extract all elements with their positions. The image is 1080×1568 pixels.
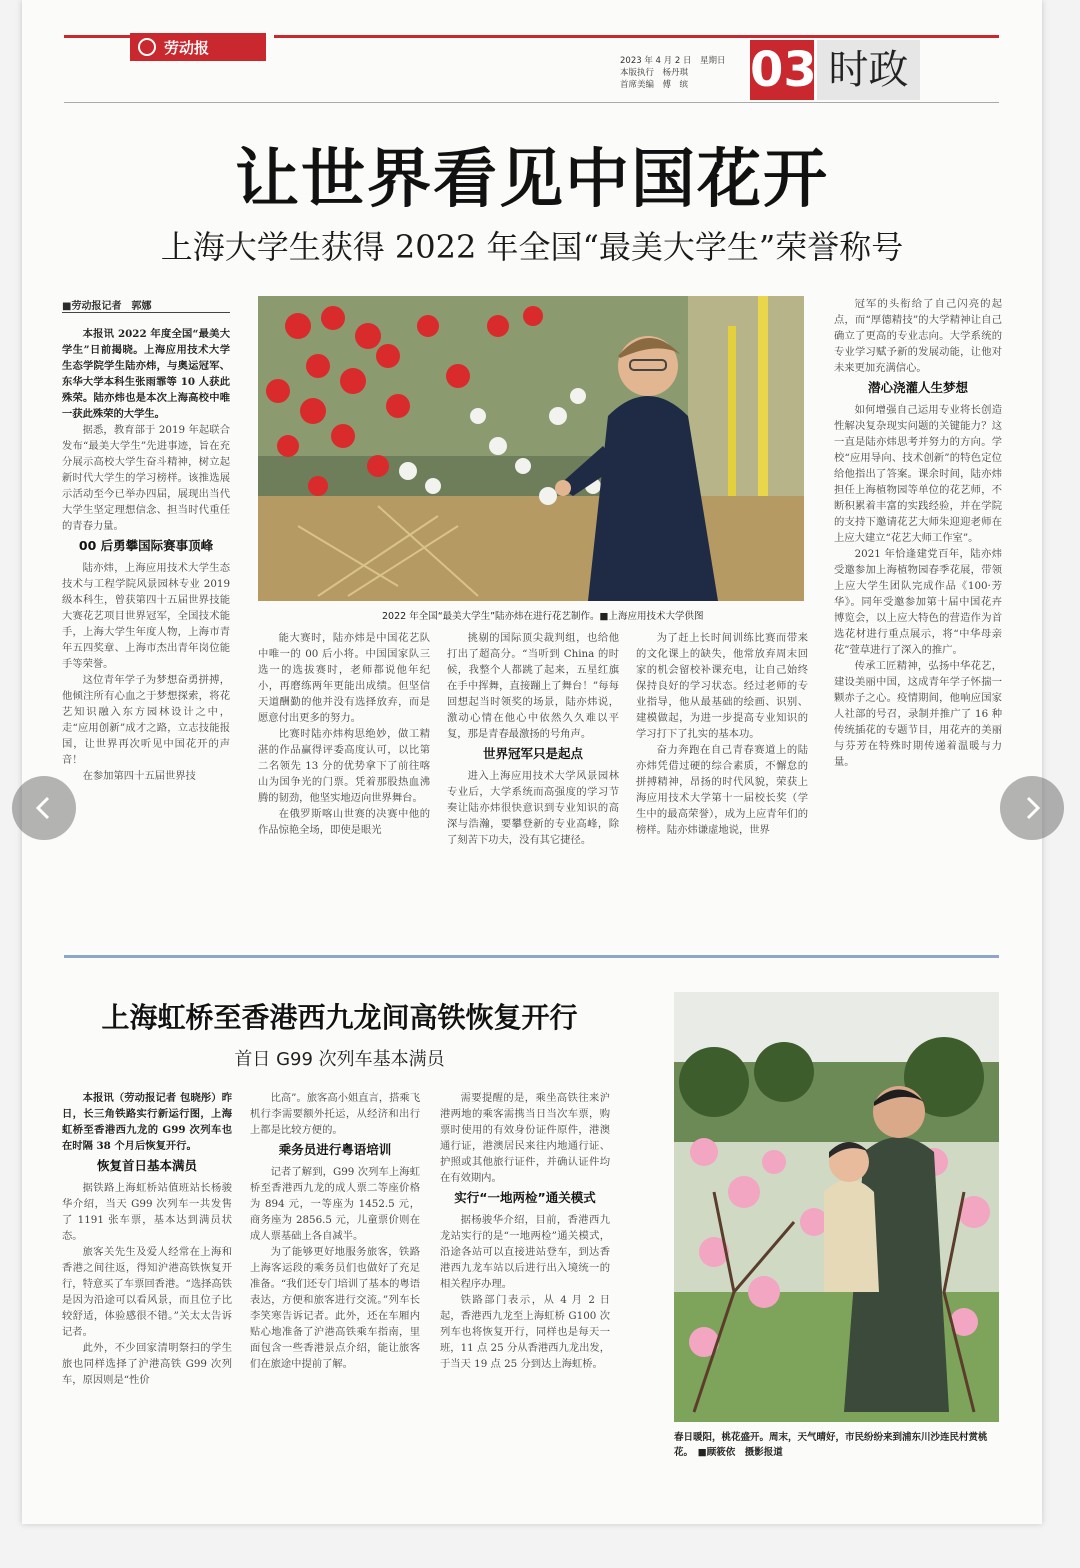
article2-column-3	[440, 1090, 610, 1470]
paragraph: 记者了解到，G99 次列车上海虹桥至香港西九龙的成人票二等座价格为 894 元，一等座为 1452.5 元，商务座为 2856.5 元，儿童票价则在成人票基础上各自减半。	[250, 1166, 420, 1242]
header-rule	[64, 102, 999, 103]
newspaper-logo	[130, 33, 266, 61]
paragraph: 比高”。旅客高小姐直言，搭乘飞机行李需要额外托运，从经济和出行上都是比较方便的。	[250, 1092, 421, 1136]
section-subheading: 乘务员进行粤语培训	[278, 1142, 392, 1157]
article1-byline: ■劳动报记者 郭娜	[62, 301, 152, 312]
paragraph: 2021 年恰逢建党百年，陆亦炜受邀参加上海植物园春季花展，带领上应大学生团队完成作品《100·芳华》。同年受邀参加第十届中国花卉博览会，以上应大特色的营造作为首选花材进行重点展示，将“中华母亲花”萱草进行了深入的推广。	[834, 548, 1002, 656]
article1-column-3	[447, 630, 619, 920]
article2-column-1	[62, 1090, 232, 1470]
chevron-left-icon	[31, 795, 57, 821]
paragraph: 陆亦炜，上海应用技术大学生态技术与工程学院风景园林专业 2019 级本科生，曾获第四十五届世界技能大赛花艺项目世界冠军，全国技术能手，上海大学生年度人物，上海市青年五四奖章、上海市杰出青年岗位能手等荣誉。	[62, 562, 230, 670]
paragraph: 比赛时陆亦炜构思绝妙，做工精湛的作品赢得评委高度认可，以比第二名领先 13 分的优势拿下了前往喀山为国争光的门票。凭着那股热血沸腾的韧劲，他坚实地迈向世界舞台。	[258, 728, 430, 804]
paragraph: 传承工匠精神，弘扬中华花艺，建设美丽中国，这成青年学子怀揣一颗赤子之心。疫情期间，他响应国家人社部的号召，录制并推广了 16 种传统插花的专题节目，用花卉的美丽与芬芳在特殊时期传递着温暖与力量。	[834, 660, 1002, 768]
paragraph: 在俄罗斯喀山世赛的决赛中他的作品惊艳全场，即使是眼光	[258, 808, 430, 836]
section-subheading: 潜心浇灌人生梦想	[867, 380, 968, 395]
paragraph: 旅客关先生及爱人经常在上海和香港之间往返，得知沪港高铁恢复开行，特意买了车票回香港。“选择高铁是因为沿途可以看风景，而且位子比较舒适，体验感很不错。”关太太告诉记者。	[62, 1246, 233, 1338]
logo-mark-icon	[138, 38, 156, 56]
paragraph: 能大赛时，陆亦炜是中国花艺队中唯一的 00 后小将。中国国家队三选一的选拔赛时，老师都说他年纪小，再磨练两年更能出成绩。但坚信天道酬勤的他并没有选择放弃，而是愿意付出更多的努力。	[258, 632, 430, 724]
paragraph: 此外，不少回家清明祭扫的学生旅也同样选择了沪港高铁 G99 次列车，原因则是“性价	[62, 1342, 232, 1386]
section-number: 03	[750, 42, 817, 98]
section-name: 时政	[817, 40, 920, 100]
paragraph: 为了赶上长时间训练比赛而带来的文化课上的缺失，他常放弃周末回家的机会留校补课充电，让自己始终保持良好的学习状态。经过老师的专业指导，他从最基础的绘画、识别、建模做起，为进一步提高专业知识的学习打下了扎实的基本功。	[636, 632, 808, 740]
article2-column-2	[250, 1090, 420, 1470]
logo-text: 劳动报	[164, 38, 210, 57]
paragraph: 本报讯（劳动报记者 包晓彤）昨日，长三角铁路实行新运行图，上海虹桥至香港西九龙的 G99 次列车也在时隔 38 个月后恢复开行。	[62, 1092, 232, 1152]
paragraph: 需要提醒的是，乘坐高铁往来沪港两地的乘客需携当日当次车票，购票时使用的有效身份证件原件，港澳通行证，港澳居民来往内地通行证、护照或其他旅行证件，并确认证件均在有效期内。	[440, 1092, 610, 1184]
chevron-right-icon	[1019, 795, 1045, 821]
masthead-rule-right	[274, 35, 999, 38]
paragraph: 据铁路上海虹桥站值班站长杨骏华介绍，当天 G99 次列车一共发售了 1191 张车票，基本达到满员状态。	[62, 1182, 232, 1242]
section-subheading: 恢复首日基本满员	[96, 1158, 197, 1173]
paragraph: 冠军的头衔给了自己闪亮的起点，而“厚德精技”的大学精神让自己确立了更高的专业志向。大学系统的专业学习赋予新的发展动能，让他对未来更加充满信心。	[834, 298, 1002, 374]
edition-editor: 本版执行 杨丹琪	[620, 68, 689, 78]
paragraph: 进入上海应用技术大学风景园林专业后，大学系统而高强度的学习节奏让陆亦炜很快意识到专业知识的高深与浩瀚，要攀登新的专业高峰，除了刻苦下功夫，没有其它捷径。	[447, 770, 619, 846]
article1-column-4	[636, 630, 808, 920]
flower-arranging-photo	[258, 296, 804, 601]
article1-column-1	[62, 326, 230, 916]
masthead-rule-left	[64, 35, 139, 38]
article-divider	[64, 955, 999, 958]
paragraph: 挑剔的国际顶尖裁判组，也给他打出了超高分。“当听到 China 的时候，我整个人都跳了起来，五星红旗在手中挥舞，直接蹦上了舞台！”每每回想起当时领奖的场景，陆亦炜说，激动心情在他心中依然久久难以平复，那是青春最激扬的号角声。	[447, 632, 619, 740]
previous-page-button[interactable]	[12, 776, 76, 840]
next-page-button[interactable]	[1000, 776, 1064, 840]
photo2-caption: 春日暖阳，桃花盛开。周末，天气晴好，市民纷纷来到浦东川沙连民村赏桃花。 ■顾筱依 摄影报道	[674, 1432, 988, 1458]
section-subheading: 世界冠军只是起点	[482, 746, 583, 761]
article1-headline: 让世界看见中国花开	[235, 143, 829, 217]
paragraph: 为了能够更好地服务旅客，铁路上海客运段的乘务员们也做好了充足准备。“我们还专门培训了基本的粤语表达，方便和旅客进行交流。”列车长李笑寒告诉记者。此外，还在车厢内贴心地准备了沪港高铁乘车指南，里面包含一些香港景点介绍，能让旅客们在旅途中提前了解。	[250, 1246, 421, 1370]
article2-headline: 上海虹桥至香港西九龙间高铁恢复开行	[101, 1001, 578, 1034]
edition-designer: 首席美编 傅 缤	[620, 80, 689, 90]
paragraph: 奋力奔跑在自己青春赛道上的陆亦炜凭借过硬的综合素质，不懈怠的拼搏精神，昂扬的时代风貌，荣获上海应用技术大学第十一届校长奖（学生中的最高荣誉），成为上应青年们的榜样。陆亦炜谦虚地说，世界	[636, 744, 808, 836]
article1-column-5	[834, 296, 1002, 922]
photo1-caption: 2022 年全国“最美大学生”陆亦炜在进行花艺制作。■上海应用技术大学供图	[382, 611, 704, 622]
article1-subhead: 上海大学生获得 2022 年全国“最美大学生”荣誉称号	[160, 228, 904, 266]
section-subheading: 实行“一地两检”通关模式	[454, 1190, 596, 1205]
section-subheading: 00 后勇攀国际赛事顶峰	[78, 538, 214, 553]
paragraph: 本报讯 2022 年度全国“最美大学生”日前揭晓。上海应用技术大学生态学院学生陆亦炜，与奥运冠军、东华大学本科生张雨霏等 10 人获此殊荣。陆亦炜也是本次上海高校中唯一获此殊荣的大学生。	[62, 328, 230, 420]
paragraph: 据杨骏华介绍，目前，香港西九龙站实行的是“一地两检”通关模式，沿途各站可以直接进站登车，到达香港西九龙车站以后进行出入境统一的相关程序办理。	[440, 1214, 610, 1290]
newspaper-page	[22, 0, 1042, 1524]
paragraph: 如何增强自己运用专业将长创造性解决复杂现实问题的关键能力？这一直是陆亦炜思考并努力的方向。学校“应用导向、技术创新”的特色定位给他指出了答案。课余时间，陆亦炜担任上海植物园等单位的花艺师，不断积累着丰富的实践经验，并在学院的支持下邀请花艺大师朱迎迎老师在上应大建立“花艺大师工作室”。	[834, 404, 1002, 544]
paragraph: 据悉，教育部于 2019 年起联合发布“最美大学生”先进事迹，旨在充分展示高校大学生奋斗精神，树立起新时代大学生的学习榜样。该推选展示活动至今已举办四届，展现出当代大学生坚定理想信念、担当时代重任的青春力量。	[62, 424, 230, 532]
paragraph: 在参加第四十五届世界技	[82, 770, 196, 782]
byline-rule	[62, 312, 230, 313]
edition-meta	[620, 55, 725, 91]
paragraph: 这位青年学子为梦想奋勇拼搏，他倾注所有心血之于梦想探索，将花艺知识融入东方园林设计之中，走“应用创新”成才之路，立志技能报国，让世界再次听见中国花开的声音！	[62, 674, 230, 766]
paragraph: 铁路部门表示，从 4 月 2 日起，香港西九龙至上海虹桥 G100 次列车也将恢复开行，同样也是每天一班，11 点 25 分从香港西九龙出发，于当天 19 点 25 分到达上海虹桥。	[440, 1294, 610, 1370]
article2-subhead: 首日 G99 次列车基本满员	[234, 1049, 445, 1070]
article1-column-2	[258, 630, 430, 920]
peach-blossom-photo	[674, 992, 999, 1422]
edition-date: 2023 年 4 月 2 日 星期日	[620, 56, 726, 66]
